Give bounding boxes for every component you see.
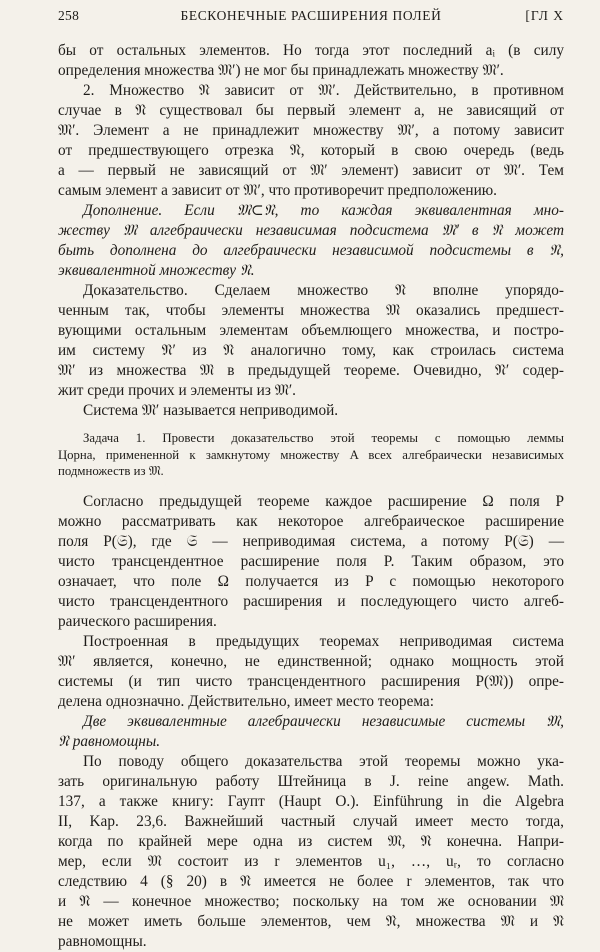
page-body xyxy=(58,41,564,952)
text-line: бы от остальных элементов. Но тогда этот последний aᵢ (в силу xyxy=(58,42,564,59)
text-line: 2. Множество 𝔑 зависит от 𝔐′. Действительно, в противном xyxy=(83,82,564,99)
text-line: означает, что поле Ω получается из P с помощью некоторого xyxy=(58,572,564,590)
exercise-line: Цорна, примененной к замкнутому множеству A всех алгебраически независимых xyxy=(58,447,564,462)
text-line: делена однозначно. Действительно, имеет место теорема: xyxy=(58,692,434,710)
running-header xyxy=(58,8,564,30)
text-line: Система 𝔐′ называется неприводимой. xyxy=(83,402,339,419)
text-line: 𝔐′ из множества 𝔐 в предыдущей теореме. Очевидно, 𝔑′ содер- xyxy=(58,362,564,379)
text-line: случае в 𝔑 существовал бы первый элемент a, не зависящий от xyxy=(58,102,564,119)
text-line: ченным так, чтобы элементы множества 𝔐 оказались предшест- xyxy=(58,302,564,319)
text-line: мер, если 𝔐 состоит из r элементов u₁, …, uᵣ, то согласно xyxy=(58,852,564,870)
spacer xyxy=(58,480,564,492)
text-line: и 𝔑 — конечное множество; поскольку на том же основании 𝔐 xyxy=(58,892,564,910)
text-line: определения множества 𝔐′) не мог бы принадлежать множеству 𝔐′. xyxy=(58,62,504,79)
spacer xyxy=(58,421,564,430)
running-title: БЕСКОНЕЧНЫЕ РАСШИРЕНИЯ ПОЛЕЙ xyxy=(180,8,442,23)
text-line: 𝔐′ является, конечно, не единственной; однако мощность этой xyxy=(58,652,564,670)
text-line: следствию 4 (§ 20) в 𝔑 имеется не более r элементов, так что xyxy=(58,872,564,890)
text-line: раического расширения. xyxy=(58,612,217,630)
text-line: Построенная в предыдущих теоремах неприводимая система xyxy=(83,632,564,650)
theorem-line: 𝔑 равномощны. xyxy=(58,732,161,750)
text-line: поля P(𝔖), где 𝔖 — неприводимая система, а потому P(𝔖) — xyxy=(58,532,564,550)
chapter-label: [ГЛ X xyxy=(525,8,564,23)
exercise-line: подмножеств из 𝔐. xyxy=(58,464,164,478)
text-line: 137, а также книгу: Гаупт (Haupt O.). Einführung in die Algebra xyxy=(58,792,564,810)
text-line: равномощны. xyxy=(58,932,147,950)
text-line: Согласно предыдущей теореме каждое расширение Ω поля P xyxy=(83,492,564,510)
text-line: чисто трансцендентное расширение поля P. Таким образом, это xyxy=(58,552,564,570)
text-line: жеству 𝔐 алгебраически независимая подсистема 𝔐′ в 𝔑 может xyxy=(58,222,564,239)
exercise-line: Задача 1. Провести доказательство этой теоремы с помощью леммы xyxy=(83,431,564,445)
text-line: вующими остальным элементам объемлющего множества, и постро- xyxy=(58,322,564,339)
proof-heading-line: Доказательство. Сделаем множество 𝔑 вполне упорядо- xyxy=(83,282,564,299)
text-line: По поводу общего доказательства этой теоремы можно ука- xyxy=(83,752,564,770)
text-line: II, Kap. 23,6. Важнейший частный случай имеет место тогда, xyxy=(58,812,564,830)
text-line: им систему 𝔑′ из 𝔑 аналогично тому, как строилась система xyxy=(58,342,564,359)
text-line: быть дополнена до алгебраически независимой подсистемы в 𝔑, xyxy=(58,242,564,259)
text-line: системы (и тип чисто трансцендентного расширения P(𝔐)) опре- xyxy=(58,672,564,690)
text-line: зать оригинальную работу Штейница в J. reine angew. Math. xyxy=(58,772,564,790)
supplement-heading-line: Дополнение. Если 𝔐⊂𝔑, то каждая эквивалентная мно- xyxy=(83,202,564,219)
text-line: эквивалентной множеству 𝔑. xyxy=(58,262,255,279)
text-line: можно рассматривать как некоторое алгебраическое расширение xyxy=(58,512,564,530)
text-line: чисто трансцендентного расширения и последующего чисто алгеб- xyxy=(58,592,564,610)
text-line: жит среди прочих и элементы из 𝔐′. xyxy=(58,382,296,399)
text-line: от предшествующего отрезка 𝔑, который в свою очередь (ведь xyxy=(58,142,564,159)
text-line: самым элемент a зависит от 𝔐′, что противоречит предположению. xyxy=(58,182,498,199)
page-number: 258 xyxy=(58,8,80,23)
text-line: a — первый не зависящий от 𝔐′ элемент) зависит от 𝔐′. Тем xyxy=(58,162,564,179)
text-line: не может иметь больше элементов, чем 𝔑, множества 𝔐 и 𝔑 xyxy=(58,912,564,930)
text-line: 𝔐′. Элемент a не принадлежит множеству 𝔐′, а потому зависит xyxy=(58,122,564,139)
text-line: когда по крайней мере одна из систем 𝔐, 𝔑 конечна. Напри- xyxy=(58,832,564,850)
theorem-line: Две эквивалентные алгебраически независимые системы 𝔐, xyxy=(83,712,564,730)
